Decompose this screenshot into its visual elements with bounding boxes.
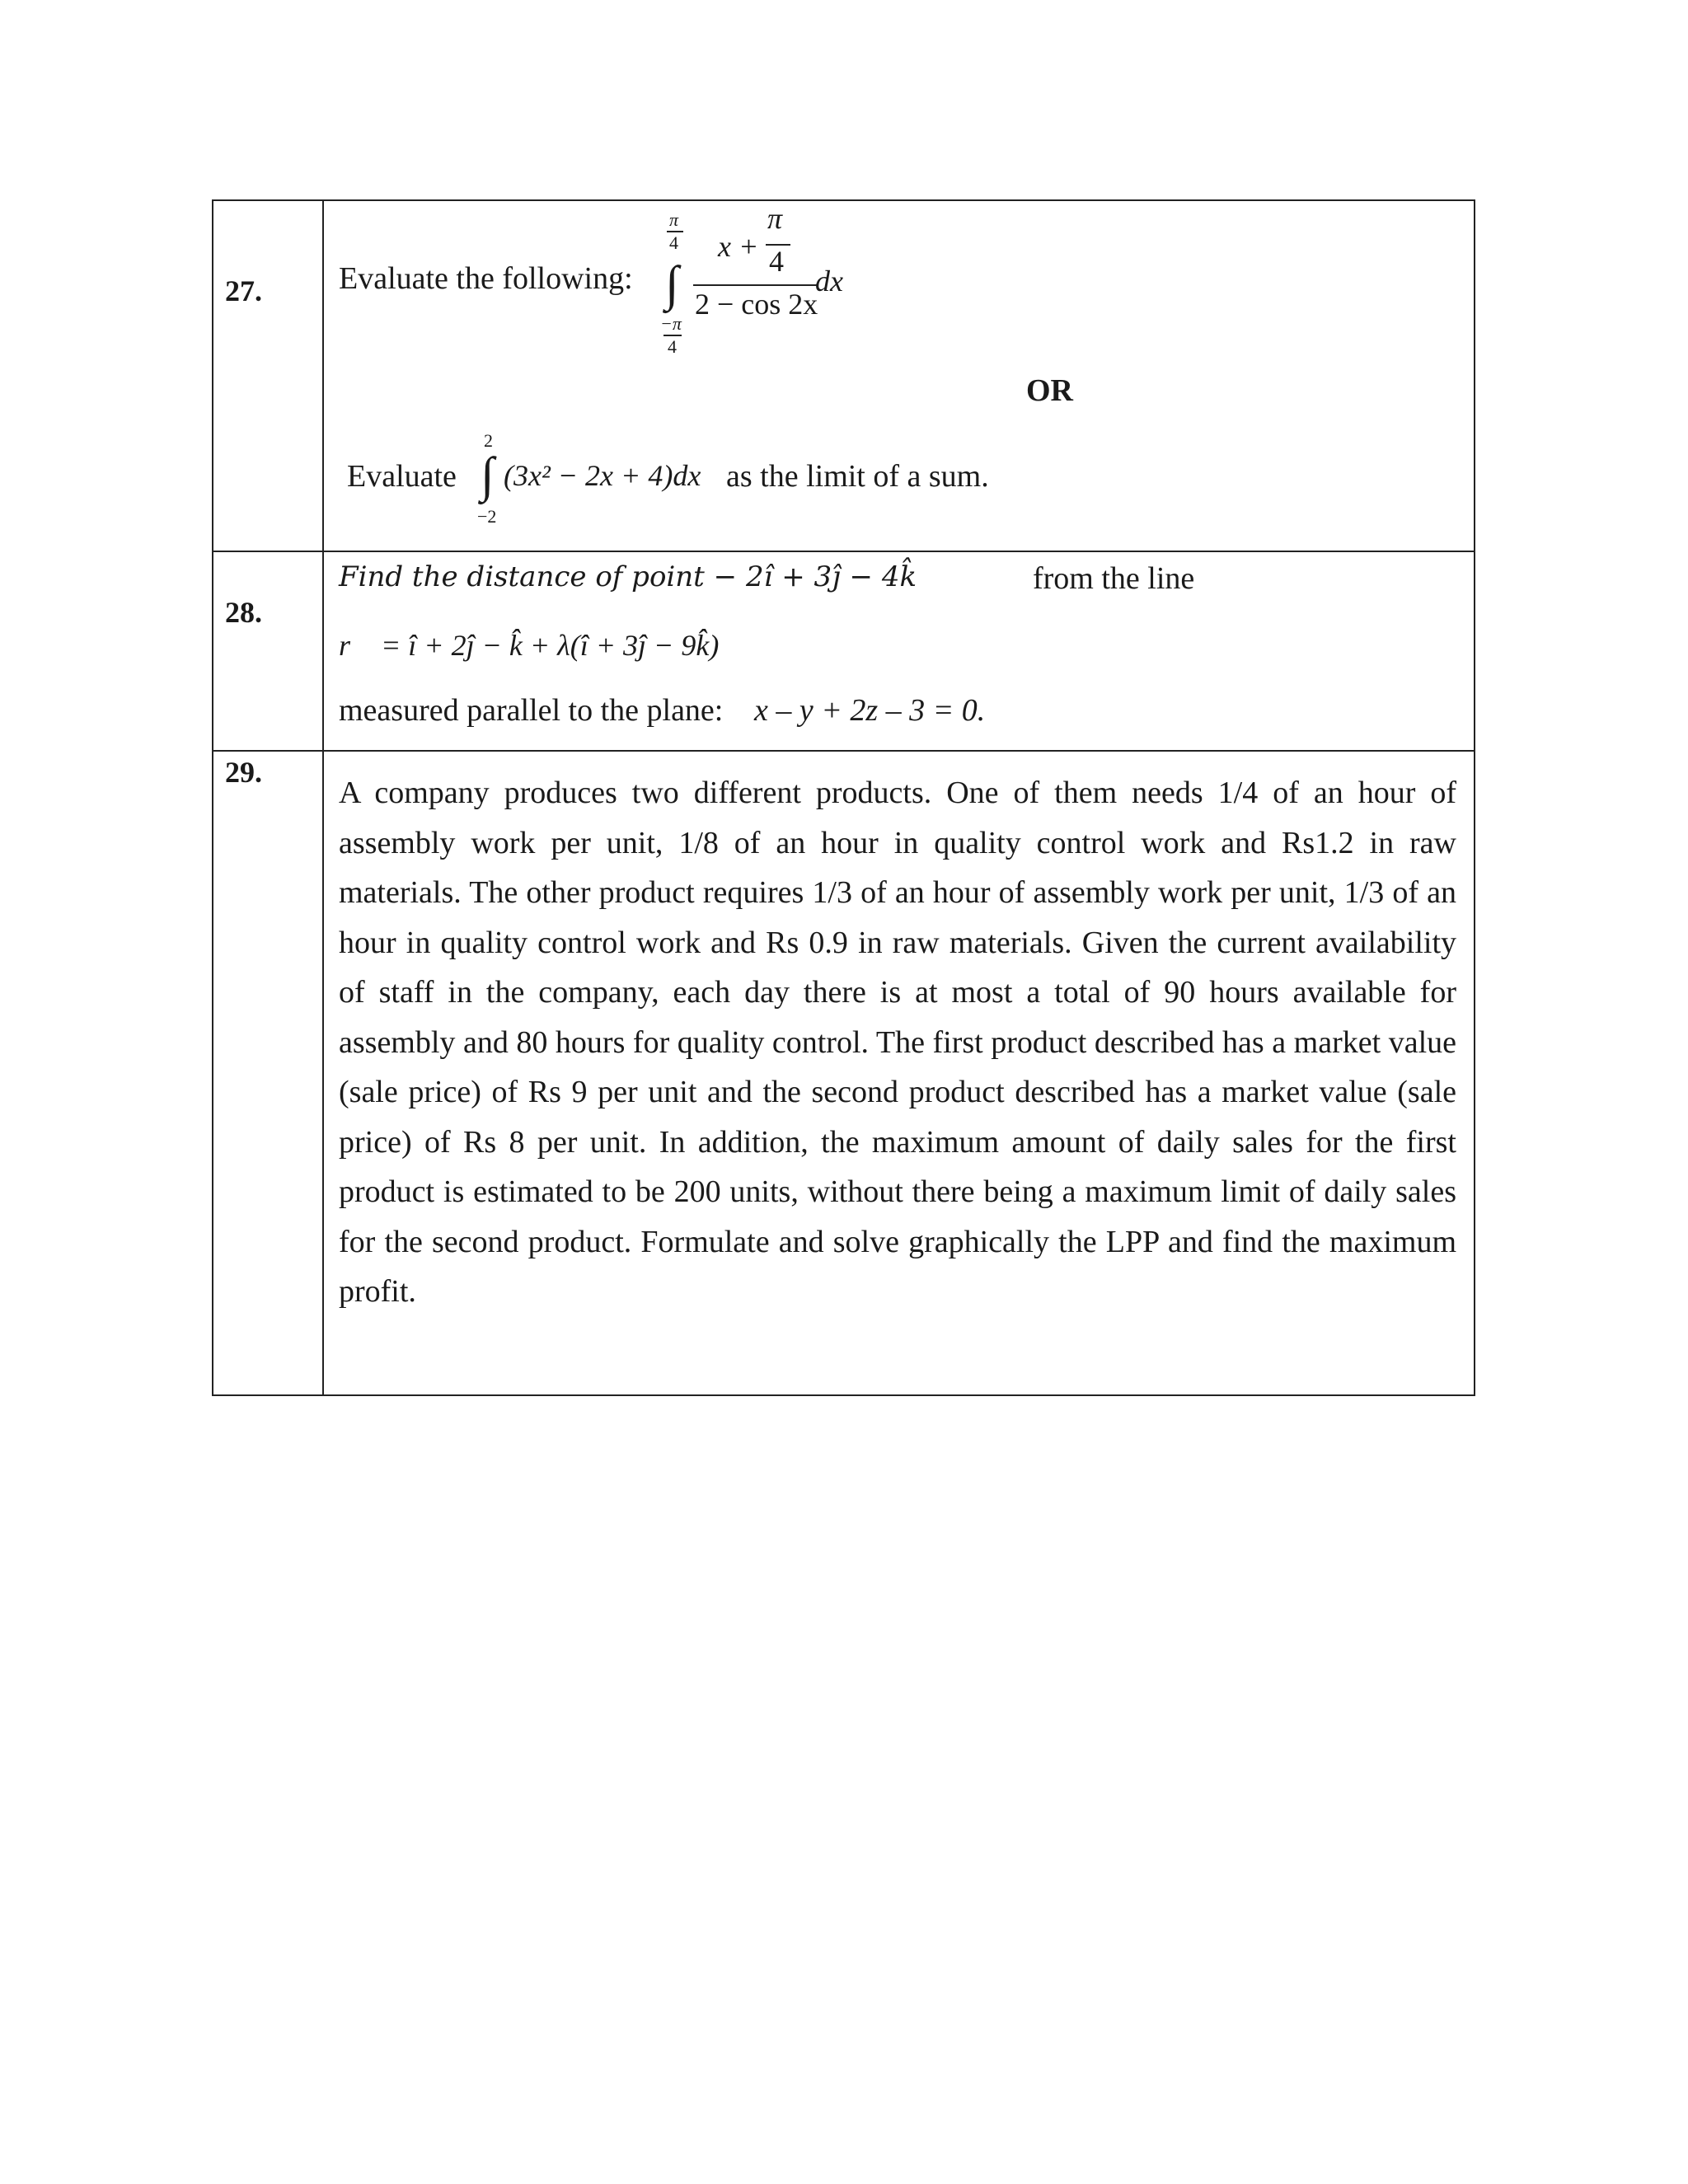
q27-numerator-four: 4 — [769, 245, 784, 278]
q27-alt-integral-sign: ∫ — [481, 448, 495, 502]
q28-line1-math: Find the distance of point − 2î + 3ĵ − 4k̂ — [339, 560, 917, 593]
q27-differential: dx — [815, 265, 843, 298]
q27-lower-limit-den: 4 — [668, 336, 677, 357]
q27-alt-upper-limit: 2 — [484, 430, 493, 451]
q28-line3-text: measured parallel to the plane: — [339, 693, 724, 728]
q27-upper-limit-num: π — [669, 209, 679, 230]
q28-line3-math: x – y + 2z – 3 = 0. — [754, 693, 986, 728]
question-row-28 — [213, 551, 1475, 751]
q27-upper-limit-den: 4 — [669, 232, 678, 253]
question-row-27 — [213, 200, 1475, 551]
q27-main-fraction-bar — [693, 284, 817, 286]
q27-or-label: OR — [1026, 373, 1073, 408]
q27-alt-suffix: as the limit of a sum. — [726, 459, 989, 494]
q29-paragraph: A company produces two different products. One of them needs 1/4 of an hour of assembly work per unit, 1/8 of an hour in quality control work and Rs1.2 in raw materials. The other product requires 1/3 of an hour of assembly work per unit, 1/3 of an hour in quality control work and Rs 0.9 in raw materials. Given the current availability of staff in the company, each day there is at most a total of 90 hours available for assembly and 80 hours for quality control. The first product described has a market value (sale price) of Rs 9 per unit and the second product described has a market value (sale price) of Rs 8 per unit. In addition, the maximum amount of daily sales for the first product is estimated to be 200 units, without there being a maximum limit of daily sales for the second product. Formulate and solve graphically the LPP and find the maximum profit. — [339, 776, 1456, 1309]
question-body-28 — [323, 551, 1475, 751]
questions-table — [212, 199, 1475, 1396]
question-row-29 — [213, 751, 1475, 1395]
q27-alt-lower-limit: −2 — [477, 506, 497, 527]
question-body-29 — [323, 751, 1475, 1395]
question-number-28: 28. — [213, 551, 323, 751]
q27-prompt: Evaluate the following: — [339, 261, 633, 296]
q27-alt-integrand: (3x² − 2x + 4)dx — [504, 459, 701, 492]
q27-lower-limit-num: −π — [660, 313, 682, 334]
q27-integral-sign: ∫ — [665, 256, 679, 311]
question-body-27 — [323, 200, 1475, 551]
q28-line2-math: r⃗ = î + 2ĵ − k̂ + λ(î + 3ĵ − 9k̂) — [339, 629, 720, 662]
q27-numerator-pi: π — [767, 202, 783, 235]
question-number-29: 29. — [213, 751, 323, 1395]
q27-numerator-x: x + — [718, 230, 759, 263]
question-number-27: 27. — [213, 200, 323, 551]
q27-alt-prompt: Evaluate — [347, 459, 457, 494]
q27-denominator: 2 − cos 2x — [695, 288, 818, 321]
q28-line1-text: from the line — [1033, 561, 1195, 596]
